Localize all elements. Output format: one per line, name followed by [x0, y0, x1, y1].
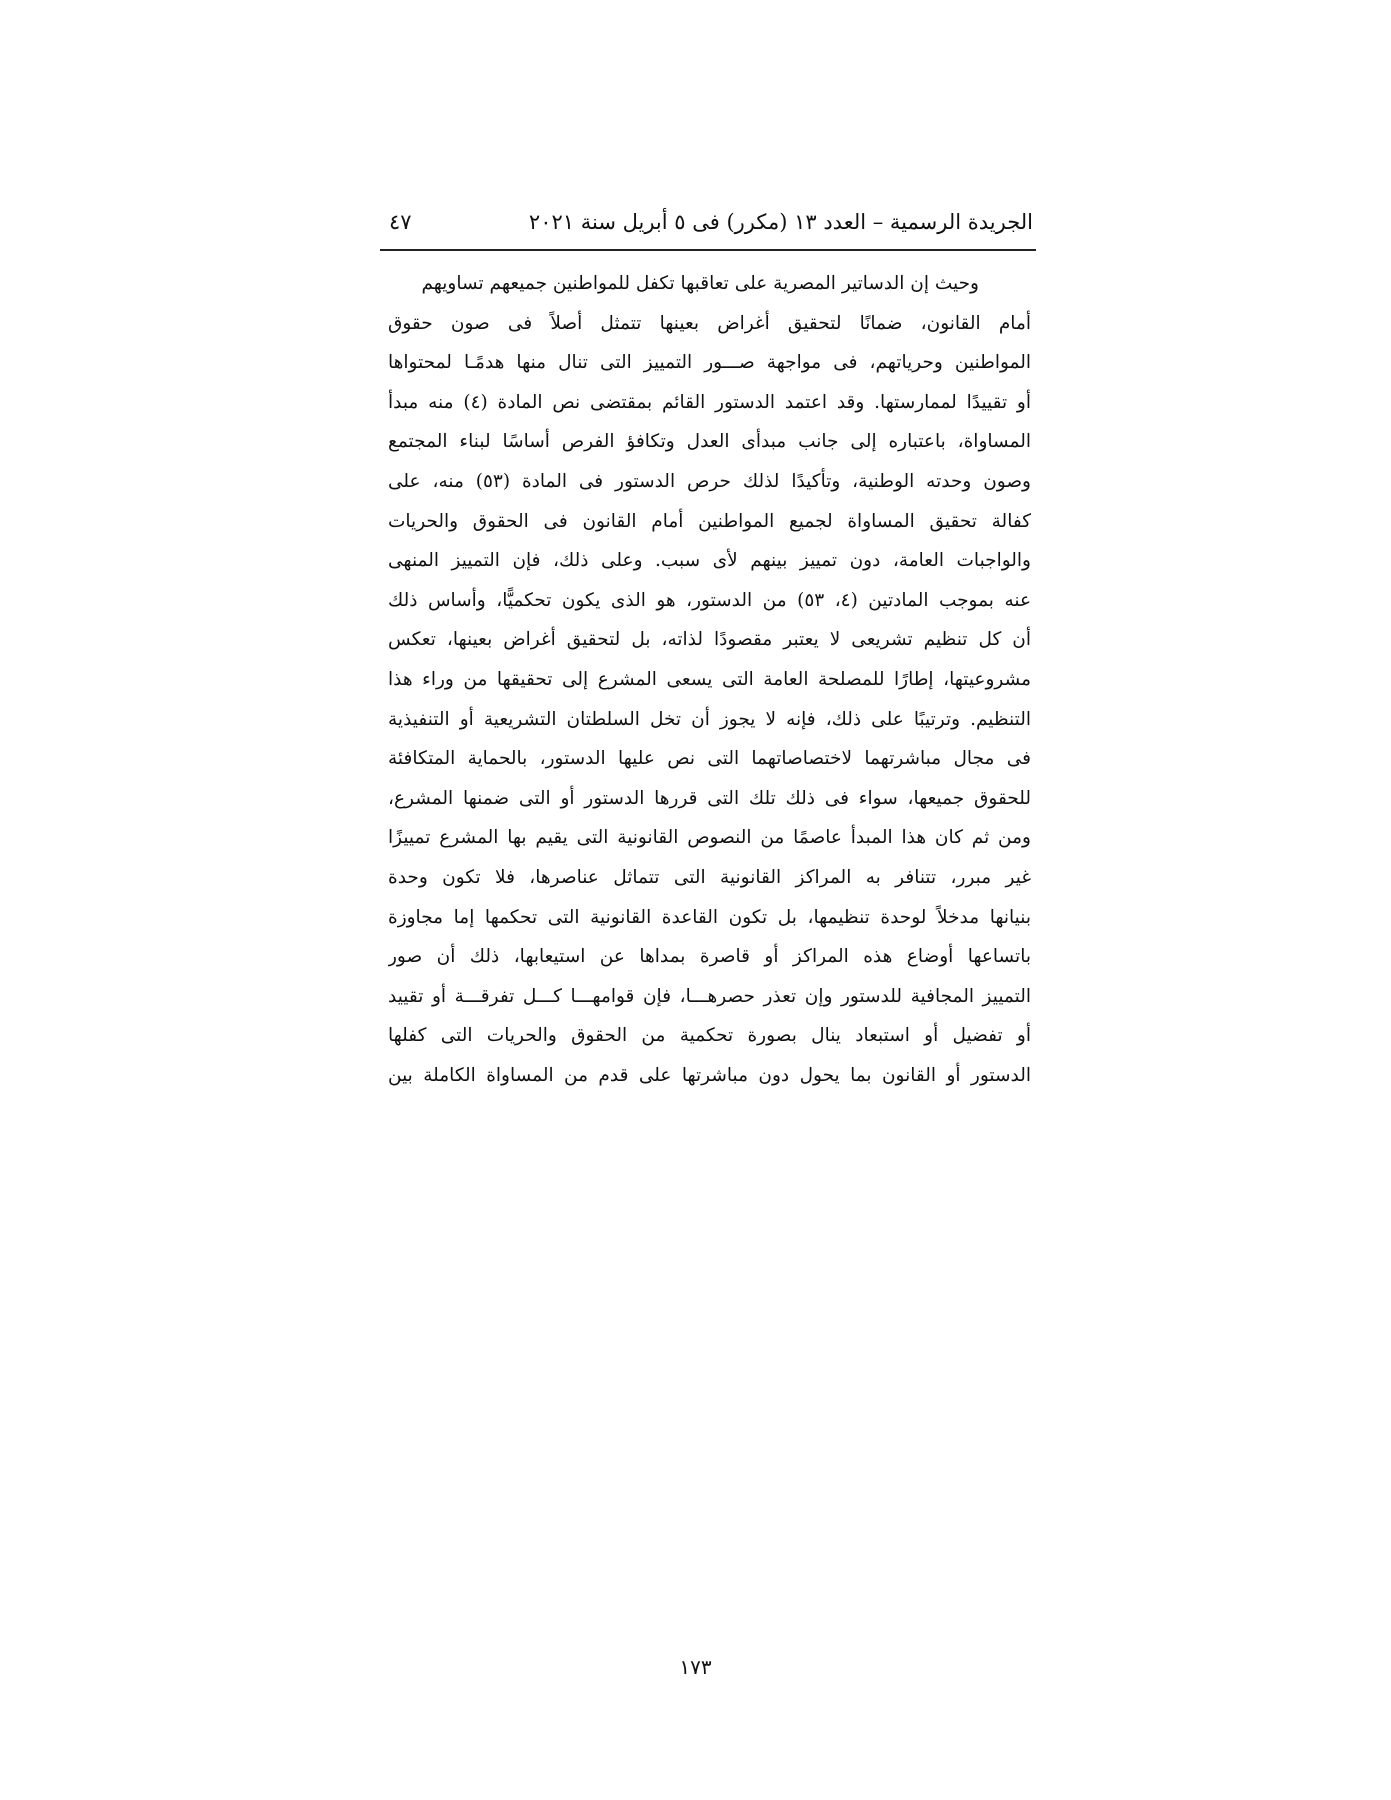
- text-line: بنيانها مدخلاً لوحدة تنظيمها، بل تكون القاعدة القانونية التى تحكمها إما مجاوزة: [388, 906, 1031, 928]
- text-line: ومن ثم كان هذا المبدأ عاصمًا من النصوص القانونية التى يقيم بها المشرع تمييزًا: [388, 827, 1031, 849]
- body-paragraph: [388, 264, 1031, 1095]
- text-line: الدستور أو القانون بما يحول دون مباشرتها على قدم من المساواة الكاملة بين: [388, 1064, 1031, 1086]
- text-line: والواجبات العامة، دون تمييز بينهم لأى سبب. وعلى ذلك، فإن التمييز المنهى: [388, 550, 1031, 572]
- text-line: وصون وحدته الوطنية، وتأكيدًا لذلك حرص الدستور فى المادة (٥٣) منه، على: [388, 470, 1031, 492]
- text-line: عنه بموجب المادتين (٤، ٥٣) من الدستور، هو الذى يكون تحكميًّا، وأساس ذلك: [388, 589, 1031, 611]
- text-line: غير مبرر، تتنافر به المراكز القانونية التى تتماثل عناصرها، فلا تكون وحدة: [388, 866, 1031, 888]
- text-line: للحقوق جميعها، سواء فى ذلك تلك التى قررها الدستور أو التى ضمنها المشرع،: [388, 787, 1031, 809]
- running-header: [385, 204, 1033, 248]
- text-line: أمام القانون، ضمانًا لتحقيق أغراض بعينها تتمثل أصلاً فى صون حقوق: [388, 312, 1031, 334]
- header-title: الجريدة الرسمية – العدد ١٣ (مكرر) فى ٥ أبريل سنة ٢٠٢١: [528, 210, 1033, 234]
- text-line: المساواة، باعتباره إلى جانب مبدأى العدل وتكافؤ الفرص أساسًا لبناء المجتمع: [388, 431, 1031, 453]
- header-divider: [380, 249, 1036, 251]
- text-line: مشروعيتها، إطارًا للمصلحة العامة التى يسعى المشرع إلى تحقيقها من وراء هذا: [388, 668, 1031, 690]
- text-line: المواطنين وحرياتهم، فى مواجهة صـــور التمييز التى تنال منها هدمًـا لمحتواها: [388, 352, 1031, 374]
- footer-page-number: ١٧٣: [679, 1655, 712, 1679]
- text-line: التنظيم. وترتيبًا على ذلك، فإنه لا يجوز أن تخل السلطتان التشريعية أو التنفيذية: [388, 708, 1031, 730]
- text-line: فى مجال مباشرتهما لاختصاصاتهما التى نص عليها الدستور، بالحماية المتكافئة: [388, 748, 1031, 770]
- text-line: وحيث إن الدساتير المصرية على تعاقبها تكفل للمواطنين جميعهم تساويهم: [421, 273, 979, 294]
- text-line: التمييز المجافية للدستور وإن تعذر حصرهـــا، فإن قوامهـــا كـــل تفرقـــة أو تقييد: [388, 985, 1031, 1007]
- text-line: أو تفضيل أو استبعاد ينال بصورة تحكمية من الحقوق والحريات التى كفلها: [388, 1025, 1031, 1047]
- header-page-number: ٤٧: [389, 210, 412, 234]
- text-line: أن كل تنظيم تشريعى لا يعتبر مقصودًا لذاته، بل لتحقيق أغراض بعينها، تعكس: [388, 629, 1031, 651]
- text-line: أو تقييدًا لممارستها. وقد اعتمد الدستور القائم بمقتضى نص المادة (٤) منه مبدأ: [388, 391, 1031, 413]
- text-line: باتساعها أوضاع هذه المراكز أو قاصرة بمداها عن استيعابها، ذلك أن صور: [388, 946, 1031, 968]
- text-line: كفالة تحقيق المساواة لجميع المواطنين أمام القانون فى الحقوق والحريات: [388, 510, 1031, 532]
